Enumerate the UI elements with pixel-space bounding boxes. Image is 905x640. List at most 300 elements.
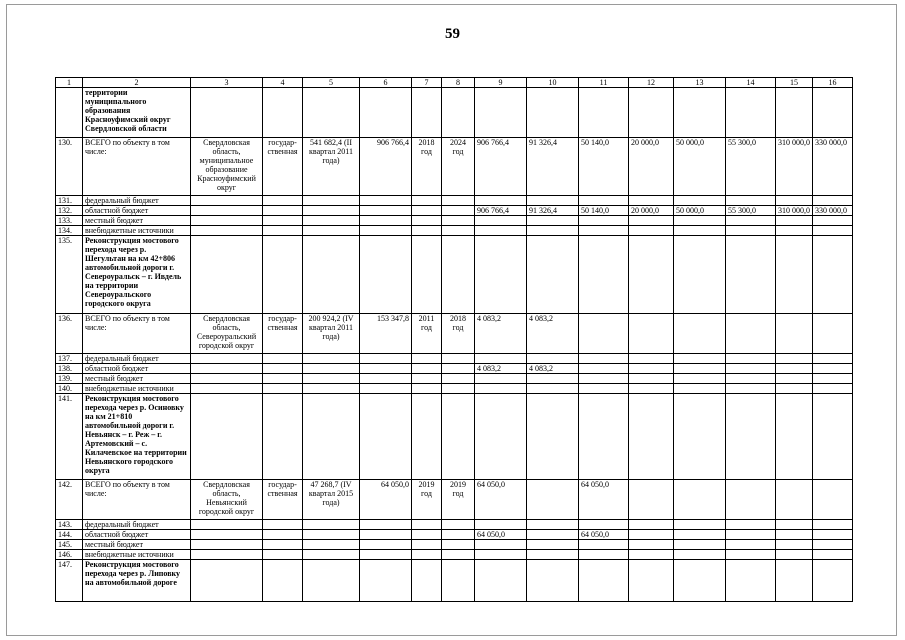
cell-c3 bbox=[191, 364, 263, 374]
cell-c16 bbox=[813, 226, 853, 236]
row-number: 136. bbox=[56, 314, 83, 354]
cell-c6 bbox=[360, 550, 412, 560]
cell-c14 bbox=[726, 216, 776, 226]
cell-c15 bbox=[776, 394, 813, 480]
cell-c5 bbox=[303, 206, 360, 216]
row-number: 133. bbox=[56, 216, 83, 226]
cell-c16 bbox=[813, 374, 853, 384]
cell-c14 bbox=[726, 540, 776, 550]
cell-c3 bbox=[191, 206, 263, 216]
cell-c4 bbox=[263, 196, 303, 206]
row-number: 144. bbox=[56, 530, 83, 540]
cell-c9 bbox=[475, 88, 527, 138]
row-name: ВСЕГО по объекту в том числе: bbox=[83, 138, 191, 196]
cell-c13 bbox=[674, 314, 726, 354]
cell-c13 bbox=[674, 394, 726, 480]
cell-c13 bbox=[674, 364, 726, 374]
column-header-5: 5 bbox=[303, 78, 360, 88]
row-name: территории муниципального образования Красноуфимский округ Свердловской области bbox=[83, 88, 191, 138]
cell-c13: 50 000,0 bbox=[674, 206, 726, 216]
cell-c4 bbox=[263, 364, 303, 374]
cell-c11: 64 050,0 bbox=[579, 480, 629, 520]
cell-c8 bbox=[442, 196, 475, 206]
cell-c4: государ-ственная bbox=[263, 314, 303, 354]
cell-c8 bbox=[442, 206, 475, 216]
cell-c3 bbox=[191, 88, 263, 138]
cell-c4 bbox=[263, 354, 303, 364]
cell-c15 bbox=[776, 530, 813, 540]
row-number: 147. bbox=[56, 560, 83, 602]
cell-c4: государ-ственная bbox=[263, 138, 303, 196]
cell-c7 bbox=[412, 206, 442, 216]
cell-c3 bbox=[191, 560, 263, 602]
cell-c6 bbox=[360, 560, 412, 602]
table-row bbox=[56, 226, 853, 236]
row-number: 135. bbox=[56, 236, 83, 314]
cell-c7 bbox=[412, 394, 442, 480]
cell-c12 bbox=[629, 88, 674, 138]
cell-c7 bbox=[412, 374, 442, 384]
cell-c11 bbox=[579, 216, 629, 226]
cell-c9 bbox=[475, 520, 527, 530]
cell-c6 bbox=[360, 216, 412, 226]
cell-c13 bbox=[674, 384, 726, 394]
cell-c13 bbox=[674, 520, 726, 530]
cell-c4 bbox=[263, 560, 303, 602]
row-name: федеральный бюджет bbox=[83, 196, 191, 206]
cell-c8 bbox=[442, 354, 475, 364]
cell-c11 bbox=[579, 560, 629, 602]
cell-c12: 20 000,0 bbox=[629, 138, 674, 196]
row-number: 140. bbox=[56, 384, 83, 394]
cell-c11 bbox=[579, 520, 629, 530]
cell-c10 bbox=[527, 540, 579, 550]
cell-c6 bbox=[360, 540, 412, 550]
cell-c15 bbox=[776, 384, 813, 394]
cell-c3 bbox=[191, 394, 263, 480]
cell-c13 bbox=[674, 540, 726, 550]
column-header-16: 16 bbox=[813, 78, 853, 88]
cell-c16: 330 000,0 bbox=[813, 138, 853, 196]
row-number: 142. bbox=[56, 480, 83, 520]
cell-c7 bbox=[412, 530, 442, 540]
column-header-4: 4 bbox=[263, 78, 303, 88]
table-row bbox=[56, 236, 853, 314]
row-number: 146. bbox=[56, 550, 83, 560]
row-number: 143. bbox=[56, 520, 83, 530]
table-row bbox=[56, 138, 853, 196]
row-name: местный бюджет bbox=[83, 216, 191, 226]
row-number: 134. bbox=[56, 226, 83, 236]
cell-c6 bbox=[360, 394, 412, 480]
cell-c6 bbox=[360, 384, 412, 394]
table-row bbox=[56, 314, 853, 354]
cell-c8 bbox=[442, 88, 475, 138]
row-name: Реконструкция мостового перехода через р. Шегультан на км 42+806 автомобильной дороги г. Североуральск – г. Ивдель на территории Североуральского городского округа bbox=[83, 236, 191, 314]
cell-c16 bbox=[813, 314, 853, 354]
cell-c12 bbox=[629, 520, 674, 530]
cell-c9: 64 050,0 bbox=[475, 480, 527, 520]
cell-c3 bbox=[191, 384, 263, 394]
row-name: внебюджетные источники bbox=[83, 550, 191, 560]
cell-c10: 91 326,4 bbox=[527, 206, 579, 216]
cell-c6 bbox=[360, 226, 412, 236]
cell-c5: 47 268,7 (IV квартал 2015 года) bbox=[303, 480, 360, 520]
cell-c11 bbox=[579, 374, 629, 384]
cell-c15 bbox=[776, 226, 813, 236]
cell-c14: 55 300,0 bbox=[726, 206, 776, 216]
cell-c4 bbox=[263, 540, 303, 550]
cell-c9 bbox=[475, 540, 527, 550]
cell-c6 bbox=[360, 196, 412, 206]
cell-c11 bbox=[579, 550, 629, 560]
cell-c9 bbox=[475, 216, 527, 226]
row-number: 139. bbox=[56, 374, 83, 384]
cell-c11: 64 050,0 bbox=[579, 530, 629, 540]
cell-c11 bbox=[579, 540, 629, 550]
column-header-15: 15 bbox=[776, 78, 813, 88]
cell-c3 bbox=[191, 236, 263, 314]
cell-c9 bbox=[475, 196, 527, 206]
cell-c14 bbox=[726, 226, 776, 236]
cell-c12 bbox=[629, 314, 674, 354]
cell-c12: 20 000,0 bbox=[629, 206, 674, 216]
cell-c11 bbox=[579, 354, 629, 364]
cell-c10 bbox=[527, 196, 579, 206]
cell-c9: 4 083,2 bbox=[475, 314, 527, 354]
cell-c15 bbox=[776, 374, 813, 384]
cell-c7 bbox=[412, 354, 442, 364]
cell-c12 bbox=[629, 354, 674, 364]
cell-c8 bbox=[442, 226, 475, 236]
cell-c5 bbox=[303, 216, 360, 226]
row-name: федеральный бюджет bbox=[83, 520, 191, 530]
cell-c13 bbox=[674, 354, 726, 364]
cell-c11 bbox=[579, 236, 629, 314]
table-row bbox=[56, 88, 853, 138]
cell-c4 bbox=[263, 216, 303, 226]
cell-c10 bbox=[527, 226, 579, 236]
row-name: ВСЕГО по объекту в том числе: bbox=[83, 314, 191, 354]
cell-c14 bbox=[726, 394, 776, 480]
cell-c7 bbox=[412, 384, 442, 394]
column-header-9: 9 bbox=[475, 78, 527, 88]
cell-c9 bbox=[475, 384, 527, 394]
cell-c10 bbox=[527, 88, 579, 138]
cell-c16 bbox=[813, 364, 853, 374]
cell-c14 bbox=[726, 354, 776, 364]
cell-c11: 50 140,0 bbox=[579, 138, 629, 196]
cell-c4 bbox=[263, 374, 303, 384]
cell-c5 bbox=[303, 530, 360, 540]
cell-c14: 55 300,0 bbox=[726, 138, 776, 196]
table-row bbox=[56, 206, 853, 216]
cell-c13 bbox=[674, 226, 726, 236]
cell-c4 bbox=[263, 206, 303, 216]
cell-c9 bbox=[475, 226, 527, 236]
cell-c3 bbox=[191, 216, 263, 226]
cell-c12 bbox=[629, 196, 674, 206]
cell-c12 bbox=[629, 560, 674, 602]
table-row bbox=[56, 364, 853, 374]
cell-c14 bbox=[726, 374, 776, 384]
cell-c6 bbox=[360, 530, 412, 540]
cell-c7 bbox=[412, 520, 442, 530]
cell-c10 bbox=[527, 520, 579, 530]
cell-c5 bbox=[303, 394, 360, 480]
cell-c8 bbox=[442, 550, 475, 560]
cell-c10: 4 083,2 bbox=[527, 364, 579, 374]
column-header-6: 6 bbox=[360, 78, 412, 88]
cell-c15 bbox=[776, 88, 813, 138]
row-name: областной бюджет bbox=[83, 530, 191, 540]
row-name: Реконструкция мостового перехода через р. Липовку на автомобильной дороге bbox=[83, 560, 191, 602]
cell-c8 bbox=[442, 216, 475, 226]
column-header-14: 14 bbox=[726, 78, 776, 88]
cell-c6 bbox=[360, 88, 412, 138]
cell-c12 bbox=[629, 550, 674, 560]
cell-c10 bbox=[527, 394, 579, 480]
cell-c12 bbox=[629, 226, 674, 236]
cell-c7 bbox=[412, 226, 442, 236]
cell-c4: государ-ственная bbox=[263, 480, 303, 520]
cell-c10: 4 083,2 bbox=[527, 314, 579, 354]
cell-c11: 50 140,0 bbox=[579, 206, 629, 216]
row-name: федеральный бюджет bbox=[83, 354, 191, 364]
cell-c5 bbox=[303, 374, 360, 384]
cell-c8 bbox=[442, 384, 475, 394]
cell-c14 bbox=[726, 550, 776, 560]
row-name: местный бюджет bbox=[83, 374, 191, 384]
table-row bbox=[56, 354, 853, 364]
cell-c10 bbox=[527, 384, 579, 394]
cell-c16 bbox=[813, 216, 853, 226]
cell-c9 bbox=[475, 354, 527, 364]
cell-c11 bbox=[579, 196, 629, 206]
cell-c16 bbox=[813, 540, 853, 550]
cell-c15: 310 000,0 bbox=[776, 206, 813, 216]
cell-c7 bbox=[412, 560, 442, 602]
cell-c7: 2018 год bbox=[412, 138, 442, 196]
cell-c8 bbox=[442, 560, 475, 602]
cell-c7 bbox=[412, 540, 442, 550]
cell-c12 bbox=[629, 374, 674, 384]
row-number: 131. bbox=[56, 196, 83, 206]
cell-c3 bbox=[191, 550, 263, 560]
column-header-11: 11 bbox=[579, 78, 629, 88]
cell-c4 bbox=[263, 394, 303, 480]
cell-c5: 541 682,4 (II квартал 2011 года) bbox=[303, 138, 360, 196]
cell-c3 bbox=[191, 354, 263, 364]
table-row bbox=[56, 540, 853, 550]
column-header-2: 2 bbox=[83, 78, 191, 88]
cell-c13 bbox=[674, 236, 726, 314]
cell-c14 bbox=[726, 520, 776, 530]
cell-c6 bbox=[360, 364, 412, 374]
cell-c14 bbox=[726, 314, 776, 354]
cell-c15 bbox=[776, 540, 813, 550]
cell-c5: 200 924,2 (IV квартал 2011 года) bbox=[303, 314, 360, 354]
cell-c3: Свердловская область, Невьянский городской округ bbox=[191, 480, 263, 520]
cell-c7 bbox=[412, 216, 442, 226]
cell-c13 bbox=[674, 480, 726, 520]
cell-c4 bbox=[263, 226, 303, 236]
row-name: ВСЕГО по объекту в том числе: bbox=[83, 480, 191, 520]
cell-c15: 310 000,0 bbox=[776, 138, 813, 196]
cell-c16 bbox=[813, 480, 853, 520]
row-number bbox=[56, 88, 83, 138]
cell-c12 bbox=[629, 236, 674, 314]
header-row bbox=[56, 78, 853, 88]
cell-c5 bbox=[303, 354, 360, 364]
row-name: областной бюджет bbox=[83, 206, 191, 216]
cell-c10: 91 326,4 bbox=[527, 138, 579, 196]
table-row bbox=[56, 530, 853, 540]
cell-c15 bbox=[776, 354, 813, 364]
cell-c5 bbox=[303, 364, 360, 374]
cell-c9: 906 766,4 bbox=[475, 206, 527, 216]
cell-c4 bbox=[263, 530, 303, 540]
cell-c6 bbox=[360, 354, 412, 364]
cell-c15 bbox=[776, 520, 813, 530]
column-header-10: 10 bbox=[527, 78, 579, 88]
column-header-12: 12 bbox=[629, 78, 674, 88]
cell-c15 bbox=[776, 216, 813, 226]
cell-c6: 906 766,4 bbox=[360, 138, 412, 196]
table-row bbox=[56, 520, 853, 530]
table-row bbox=[56, 374, 853, 384]
cell-c6 bbox=[360, 206, 412, 216]
cell-c6 bbox=[360, 374, 412, 384]
cell-c8 bbox=[442, 236, 475, 314]
table-row bbox=[56, 550, 853, 560]
cell-c15 bbox=[776, 314, 813, 354]
cell-c11 bbox=[579, 364, 629, 374]
row-name: областной бюджет bbox=[83, 364, 191, 374]
cell-c4 bbox=[263, 236, 303, 314]
cell-c9: 4 083,2 bbox=[475, 364, 527, 374]
cell-c3 bbox=[191, 520, 263, 530]
table-row bbox=[56, 384, 853, 394]
cell-c8 bbox=[442, 530, 475, 540]
cell-c16 bbox=[813, 196, 853, 206]
cell-c16 bbox=[813, 384, 853, 394]
row-number: 137. bbox=[56, 354, 83, 364]
cell-c14 bbox=[726, 384, 776, 394]
cell-c7 bbox=[412, 196, 442, 206]
row-number: 138. bbox=[56, 364, 83, 374]
cell-c10 bbox=[527, 354, 579, 364]
cell-c10 bbox=[527, 560, 579, 602]
cell-c5 bbox=[303, 540, 360, 550]
row-name: внебюджетные источники bbox=[83, 226, 191, 236]
cell-c15 bbox=[776, 560, 813, 602]
column-header-7: 7 bbox=[412, 78, 442, 88]
cell-c13 bbox=[674, 560, 726, 602]
cell-c8: 2019 год bbox=[442, 480, 475, 520]
column-header-8: 8 bbox=[442, 78, 475, 88]
row-name: местный бюджет bbox=[83, 540, 191, 550]
row-name: внебюджетные источники bbox=[83, 384, 191, 394]
cell-c6 bbox=[360, 520, 412, 530]
cell-c15 bbox=[776, 480, 813, 520]
cell-c5 bbox=[303, 88, 360, 138]
cell-c6: 153 347,8 bbox=[360, 314, 412, 354]
cell-c16 bbox=[813, 520, 853, 530]
cell-c3 bbox=[191, 374, 263, 384]
table-row bbox=[56, 196, 853, 206]
cell-c16 bbox=[813, 88, 853, 138]
row-number: 145. bbox=[56, 540, 83, 550]
cell-c14 bbox=[726, 530, 776, 540]
cell-c10 bbox=[527, 236, 579, 314]
cell-c11 bbox=[579, 394, 629, 480]
cell-c14 bbox=[726, 364, 776, 374]
column-header-1: 1 bbox=[56, 78, 83, 88]
cell-c9 bbox=[475, 236, 527, 314]
row-number: 141. bbox=[56, 394, 83, 480]
cell-c15 bbox=[776, 550, 813, 560]
cell-c7: 2019 год bbox=[412, 480, 442, 520]
cell-c16 bbox=[813, 550, 853, 560]
cell-c5 bbox=[303, 196, 360, 206]
cell-c15 bbox=[776, 364, 813, 374]
cell-c5 bbox=[303, 520, 360, 530]
cell-c9 bbox=[475, 374, 527, 384]
cell-c7 bbox=[412, 236, 442, 314]
cell-c14 bbox=[726, 560, 776, 602]
cell-c5 bbox=[303, 236, 360, 314]
cell-c10 bbox=[527, 480, 579, 520]
column-header-3: 3 bbox=[191, 78, 263, 88]
cell-c6 bbox=[360, 236, 412, 314]
cell-c15 bbox=[776, 196, 813, 206]
cell-c8 bbox=[442, 540, 475, 550]
cell-c16 bbox=[813, 236, 853, 314]
cell-c13: 50 000,0 bbox=[674, 138, 726, 196]
cell-c7: 2011 год bbox=[412, 314, 442, 354]
table-row bbox=[56, 560, 853, 602]
cell-c8: 2024 год bbox=[442, 138, 475, 196]
cell-c3: Свердловская область, Североуральский городской округ bbox=[191, 314, 263, 354]
row-number: 130. bbox=[56, 138, 83, 196]
cell-c6: 64 050,0 bbox=[360, 480, 412, 520]
cell-c9 bbox=[475, 394, 527, 480]
cell-c16 bbox=[813, 560, 853, 602]
cell-c11 bbox=[579, 384, 629, 394]
cell-c12 bbox=[629, 540, 674, 550]
cell-c8: 2018 год bbox=[442, 314, 475, 354]
cell-c3 bbox=[191, 226, 263, 236]
cell-c13 bbox=[674, 88, 726, 138]
row-number: 132. bbox=[56, 206, 83, 216]
cell-c7 bbox=[412, 88, 442, 138]
cell-c9 bbox=[475, 550, 527, 560]
cell-c8 bbox=[442, 394, 475, 480]
cell-c9 bbox=[475, 560, 527, 602]
cell-c9: 64 050,0 bbox=[475, 530, 527, 540]
cell-c8 bbox=[442, 520, 475, 530]
cell-c3 bbox=[191, 540, 263, 550]
cell-c11 bbox=[579, 88, 629, 138]
cell-c14 bbox=[726, 88, 776, 138]
cell-c11 bbox=[579, 226, 629, 236]
cell-c15 bbox=[776, 236, 813, 314]
cell-c5 bbox=[303, 550, 360, 560]
cell-c4 bbox=[263, 88, 303, 138]
cell-c8 bbox=[442, 364, 475, 374]
cell-c5 bbox=[303, 226, 360, 236]
